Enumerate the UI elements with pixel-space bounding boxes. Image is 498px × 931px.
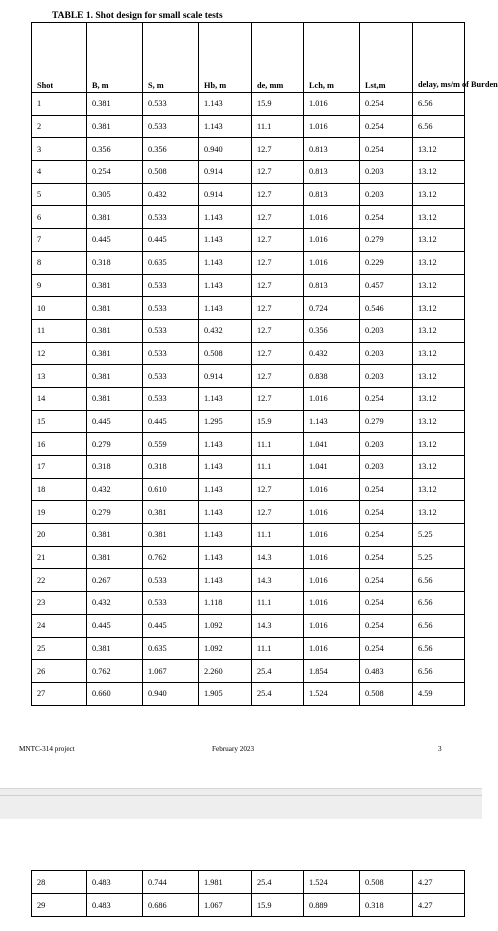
table-row — [32, 660, 465, 683]
table-cell-b: 0.381 — [87, 115, 143, 138]
table-cell-de: 12.7 — [252, 501, 304, 524]
table-cell-shot: 25 — [32, 637, 87, 660]
table-cell-de: 14.3 — [252, 614, 304, 637]
table-cell-de: 25.4 — [252, 682, 304, 705]
table-cell-de: 12.7 — [252, 478, 304, 501]
table-cell-hb: 1.295 — [199, 410, 252, 433]
table-cell-hb: 1.143 — [199, 478, 252, 501]
table-cell-delay: 13.12 — [413, 206, 465, 229]
table-cell-b: 0.381 — [87, 274, 143, 297]
table-row — [32, 251, 465, 274]
footer-date: February 2023 — [212, 745, 255, 753]
table-cell-delay: 6.56 — [413, 637, 465, 660]
table-row — [32, 319, 465, 342]
table-cell-shot: 26 — [32, 660, 87, 683]
table-cell-b: 0.483 — [87, 871, 143, 894]
table-cell-lch: 1.016 — [304, 501, 360, 524]
table-cell-lst: 0.254 — [360, 501, 413, 524]
table-cell-b: 0.381 — [87, 387, 143, 410]
table-cell-lst: 0.203 — [360, 183, 413, 206]
footer-page-number: 3 — [438, 745, 442, 753]
table-cell-lch: 0.813 — [304, 274, 360, 297]
table-row — [32, 894, 465, 917]
table-cell-hb: 1.143 — [199, 206, 252, 229]
table-row — [32, 297, 465, 320]
table-cell-lch: 1.016 — [304, 387, 360, 410]
table-cell-hb: 1.118 — [199, 592, 252, 615]
table-cell-hb: 0.940 — [199, 138, 252, 161]
table-cell-s: 0.635 — [143, 637, 199, 660]
table-cell-lch: 1.016 — [304, 229, 360, 252]
table-cell-hb: 1.143 — [199, 297, 252, 320]
table-cell-de: 12.7 — [252, 183, 304, 206]
table-cell-de: 12.7 — [252, 387, 304, 410]
table-cell-lst: 0.254 — [360, 569, 413, 592]
table-cell-b: 0.445 — [87, 614, 143, 637]
table-cell-delay: 13.12 — [413, 274, 465, 297]
table-cell-de: 14.3 — [252, 546, 304, 569]
table-cell-lst: 0.546 — [360, 297, 413, 320]
table-row — [32, 115, 465, 138]
table-cell-delay: 13.12 — [413, 410, 465, 433]
table-cell-s: 0.381 — [143, 524, 199, 547]
table-cell-de: 12.7 — [252, 138, 304, 161]
table-cell-de: 12.7 — [252, 274, 304, 297]
table-cell-shot: 18 — [32, 478, 87, 501]
table-cell-hb: 1.143 — [199, 524, 252, 547]
table-cell-shot: 8 — [32, 251, 87, 274]
table-cell-shot: 13 — [32, 365, 87, 388]
table-cell-b: 0.254 — [87, 161, 143, 184]
table-cell-lch: 0.432 — [304, 342, 360, 365]
table-cell-lst: 0.318 — [360, 894, 413, 917]
table-row — [32, 229, 465, 252]
table-cell-lst: 0.254 — [360, 93, 413, 116]
table-row — [32, 592, 465, 615]
table-cell-lch: 1.854 — [304, 660, 360, 683]
table-cell-shot: 3 — [32, 138, 87, 161]
table-cell-b: 0.762 — [87, 660, 143, 683]
footer-project: MNTC-314 project — [19, 745, 75, 753]
table-cell-lch: 1.016 — [304, 614, 360, 637]
table-cell-lst: 0.254 — [360, 387, 413, 410]
table-cell-de: 25.4 — [252, 660, 304, 683]
table-row — [32, 342, 465, 365]
table-cell-s: 0.635 — [143, 251, 199, 274]
table-cell-shot: 4 — [32, 161, 87, 184]
table-cell-b: 0.445 — [87, 229, 143, 252]
table-cell-s: 0.610 — [143, 478, 199, 501]
table-cell-lch: 1.016 — [304, 524, 360, 547]
shot-design-table — [31, 22, 498, 706]
table-cell-delay: 13.12 — [413, 229, 465, 252]
table-cell-hb: 0.914 — [199, 365, 252, 388]
table-cell-shot: 16 — [32, 433, 87, 456]
page-break — [0, 788, 482, 820]
table-cell-b: 0.381 — [87, 365, 143, 388]
table-cell-hb: 1.067 — [199, 894, 252, 917]
table-cell-s: 0.318 — [143, 456, 199, 479]
table-cell-delay: 6.56 — [413, 592, 465, 615]
table-cell-b: 0.279 — [87, 501, 143, 524]
table-cell-s: 1.067 — [143, 660, 199, 683]
table-cell-hb: 0.914 — [199, 183, 252, 206]
table-cell-shot: 28 — [32, 871, 87, 894]
table-row — [32, 524, 465, 547]
table-cell-lch: 1.016 — [304, 478, 360, 501]
table-cell-de: 25.4 — [252, 871, 304, 894]
table-cell-delay: 6.56 — [413, 614, 465, 637]
table-cell-b: 0.279 — [87, 433, 143, 456]
table-cell-de: 11.1 — [252, 637, 304, 660]
table-row — [32, 138, 465, 161]
table-body-page-2 — [32, 871, 465, 917]
table-cell-shot: 20 — [32, 524, 87, 547]
table-cell-hb: 1.905 — [199, 682, 252, 705]
table-row — [32, 456, 465, 479]
table-cell-hb: 1.143 — [199, 387, 252, 410]
table-cell-delay: 13.12 — [413, 319, 465, 342]
table-cell-delay: 13.12 — [413, 183, 465, 206]
table-row — [32, 387, 465, 410]
table-cell-s: 0.533 — [143, 93, 199, 116]
table-cell-b: 0.432 — [87, 478, 143, 501]
table-header-row — [32, 23, 465, 93]
table-cell-delay: 6.56 — [413, 93, 465, 116]
table-cell-b: 0.267 — [87, 569, 143, 592]
table-cell-de: 11.1 — [252, 433, 304, 456]
table-cell-shot: 9 — [32, 274, 87, 297]
table-cell-shot: 5 — [32, 183, 87, 206]
table-cell-de: 12.7 — [252, 161, 304, 184]
table-cell-shot: 22 — [32, 569, 87, 592]
table-cell-shot: 21 — [32, 546, 87, 569]
table-cell-shot: 27 — [32, 682, 87, 705]
table-cell-lch: 0.813 — [304, 161, 360, 184]
table-cell-lst: 0.203 — [360, 319, 413, 342]
table-cell-b: 0.381 — [87, 637, 143, 660]
table-cell-hb: 1.143 — [199, 433, 252, 456]
table-cell-de: 12.7 — [252, 319, 304, 342]
table-cell-shot: 17 — [32, 456, 87, 479]
table-cell-s: 0.533 — [143, 274, 199, 297]
table-cell-hb: 1.143 — [199, 456, 252, 479]
table-cell-lch: 1.016 — [304, 569, 360, 592]
table-cell-lst: 0.279 — [360, 229, 413, 252]
table-cell-de: 12.7 — [252, 365, 304, 388]
table-cell-shot: 7 — [32, 229, 87, 252]
table-cell-lst: 0.254 — [360, 478, 413, 501]
table-cell-s: 0.533 — [143, 365, 199, 388]
table-row — [32, 546, 465, 569]
table-cell-s: 0.533 — [143, 592, 199, 615]
table-cell-de: 11.1 — [252, 592, 304, 615]
table-cell-lst: 0.457 — [360, 274, 413, 297]
table-cell-hb: 1.143 — [199, 274, 252, 297]
table-cell-lst: 0.254 — [360, 614, 413, 637]
table-cell-s: 0.432 — [143, 183, 199, 206]
table-cell-b: 0.381 — [87, 319, 143, 342]
table-cell-lch: 0.813 — [304, 138, 360, 161]
table-cell-s: 0.445 — [143, 410, 199, 433]
table-row — [32, 161, 465, 184]
table-cell-delay: 5.25 — [413, 524, 465, 547]
table-cell-de: 12.7 — [252, 206, 304, 229]
table-cell-delay: 13.12 — [413, 433, 465, 456]
table-cell-shot: 2 — [32, 115, 87, 138]
table-cell-lst: 0.254 — [360, 592, 413, 615]
table-cell-delay: 13.12 — [413, 138, 465, 161]
table-cell-b: 0.381 — [87, 546, 143, 569]
table-cell-hb: 1.143 — [199, 569, 252, 592]
table-cell-hb: 0.508 — [199, 342, 252, 365]
table-cell-lch: 0.813 — [304, 183, 360, 206]
table-cell-delay: 13.12 — [413, 501, 465, 524]
table-cell-shot: 11 — [32, 319, 87, 342]
table-cell-lch: 0.356 — [304, 319, 360, 342]
header-burden: B, m — [87, 23, 143, 93]
table-cell-hb: 1.143 — [199, 546, 252, 569]
table-cell-lst: 0.483 — [360, 660, 413, 683]
table-cell-hb: 1.143 — [199, 229, 252, 252]
table-row — [32, 501, 465, 524]
header-delay: delay, ms/m of Burden — [413, 23, 465, 93]
table-cell-s: 0.744 — [143, 871, 199, 894]
header-shot: Shot — [32, 23, 87, 93]
table-cell-shot: 19 — [32, 501, 87, 524]
table-cell-s: 0.533 — [143, 342, 199, 365]
table-cell-de: 15.9 — [252, 894, 304, 917]
table-cell-hb: 0.432 — [199, 319, 252, 342]
table-cell-delay: 6.56 — [413, 115, 465, 138]
table-cell-lch: 1.016 — [304, 206, 360, 229]
header-hole-depth: Hb, m — [199, 23, 252, 93]
table-row — [32, 410, 465, 433]
table-cell-lst: 0.254 — [360, 138, 413, 161]
table-cell-b: 0.445 — [87, 410, 143, 433]
table-cell-lst: 0.203 — [360, 342, 413, 365]
header-spacing: S, m — [143, 23, 199, 93]
table-cell-b: 0.660 — [87, 682, 143, 705]
table-row — [32, 274, 465, 297]
table-cell-lst: 0.203 — [360, 161, 413, 184]
table-cell-s: 0.762 — [143, 546, 199, 569]
table-row — [32, 433, 465, 456]
table-cell-s: 0.940 — [143, 682, 199, 705]
table-cell-lch: 0.724 — [304, 297, 360, 320]
table-cell-lch: 1.524 — [304, 682, 360, 705]
table-cell-shot: 14 — [32, 387, 87, 410]
table-cell-b: 0.318 — [87, 456, 143, 479]
table-cell-s: 0.533 — [143, 569, 199, 592]
table-row — [32, 614, 465, 637]
table-cell-b: 0.305 — [87, 183, 143, 206]
table-cell-shot: 15 — [32, 410, 87, 433]
table-cell-shot: 24 — [32, 614, 87, 637]
table-cell-b: 0.432 — [87, 592, 143, 615]
table-cell-lch: 0.838 — [304, 365, 360, 388]
table-cell-shot: 1 — [32, 93, 87, 116]
table-cell-lch: 1.016 — [304, 546, 360, 569]
table-cell-delay: 13.12 — [413, 161, 465, 184]
table-cell-b: 0.356 — [87, 138, 143, 161]
table-cell-s: 0.533 — [143, 319, 199, 342]
header-stemming-length: Lst,m — [360, 23, 413, 93]
table-cell-lch: 1.041 — [304, 433, 360, 456]
table-cell-s: 0.686 — [143, 894, 199, 917]
table-cell-delay: 13.12 — [413, 456, 465, 479]
table-cell-hb: 1.143 — [199, 93, 252, 116]
table-cell-shot: 12 — [32, 342, 87, 365]
table-cell-delay: 13.12 — [413, 251, 465, 274]
table-cell-lst: 0.508 — [360, 871, 413, 894]
table-cell-de: 11.1 — [252, 456, 304, 479]
table-row — [32, 637, 465, 660]
table-cell-delay: 6.56 — [413, 660, 465, 683]
table-cell-b: 0.381 — [87, 93, 143, 116]
table-cell-lch: 0.889 — [304, 894, 360, 917]
table-cell-shot: 6 — [32, 206, 87, 229]
table-cell-lst: 0.203 — [360, 365, 413, 388]
table-cell-delay: 13.12 — [413, 297, 465, 320]
table-cell-b: 0.381 — [87, 297, 143, 320]
table-cell-de: 12.7 — [252, 342, 304, 365]
table-cell-lch: 1.016 — [304, 115, 360, 138]
table-cell-de: 12.7 — [252, 229, 304, 252]
table-cell-s: 0.533 — [143, 297, 199, 320]
table-cell-s: 0.445 — [143, 614, 199, 637]
table-cell-hb: 0.914 — [199, 161, 252, 184]
table-cell-de: 14.3 — [252, 569, 304, 592]
table-cell-s: 0.533 — [143, 206, 199, 229]
table-cell-lch: 1.016 — [304, 592, 360, 615]
shot-design-table-continued — [31, 870, 465, 917]
table-row — [32, 206, 465, 229]
table-cell-lst: 0.508 — [360, 682, 413, 705]
table-cell-s: 0.356 — [143, 138, 199, 161]
table-cell-hb: 1.143 — [199, 115, 252, 138]
table-cell-delay: 13.12 — [413, 342, 465, 365]
table-body-page-1 — [32, 93, 465, 706]
table-row — [32, 93, 465, 116]
table-cell-de: 15.9 — [252, 410, 304, 433]
table-cell-hb: 2.260 — [199, 660, 252, 683]
table-cell-lch: 1.016 — [304, 93, 360, 116]
table-cell-lst: 0.279 — [360, 410, 413, 433]
table-cell-delay: 13.12 — [413, 478, 465, 501]
table-cell-b: 0.381 — [87, 342, 143, 365]
table-cell-b: 0.381 — [87, 524, 143, 547]
table-cell-shot: 10 — [32, 297, 87, 320]
table-cell-s: 0.381 — [143, 501, 199, 524]
table-cell-lch: 1.143 — [304, 410, 360, 433]
table-cell-s: 0.559 — [143, 433, 199, 456]
table-cell-lst: 0.254 — [360, 637, 413, 660]
table-cell-shot: 29 — [32, 894, 87, 917]
table-cell-lst: 0.203 — [360, 456, 413, 479]
table-cell-lch: 1.016 — [304, 251, 360, 274]
table-cell-s: 0.533 — [143, 387, 199, 410]
table-cell-lst: 0.203 — [360, 433, 413, 456]
table-row — [32, 569, 465, 592]
table-cell-lst: 0.254 — [360, 115, 413, 138]
header-diameter: de, mm — [252, 23, 304, 93]
table-cell-hb: 1.092 — [199, 637, 252, 660]
table-row — [32, 183, 465, 206]
table-cell-de: 11.1 — [252, 115, 304, 138]
table-row — [32, 365, 465, 388]
table-cell-delay: 4.27 — [413, 871, 465, 894]
table-row — [32, 871, 465, 894]
table-cell-de: 15.9 — [252, 93, 304, 116]
table-cell-delay: 5.25 — [413, 546, 465, 569]
table-cell-s: 0.533 — [143, 115, 199, 138]
table-cell-hb: 1.143 — [199, 251, 252, 274]
table-cell-hb: 1.092 — [199, 614, 252, 637]
table-cell-shot: 23 — [32, 592, 87, 615]
header-charge-length: Lch, m — [304, 23, 360, 93]
table-cell-lst: 0.254 — [360, 206, 413, 229]
table-cell-b: 0.381 — [87, 206, 143, 229]
table-cell-delay: 4.27 — [413, 894, 465, 917]
table-cell-hb: 1.143 — [199, 501, 252, 524]
table-cell-de: 12.7 — [252, 297, 304, 320]
table-cell-lch: 1.016 — [304, 637, 360, 660]
table-cell-lch: 1.041 — [304, 456, 360, 479]
table-cell-s: 0.508 — [143, 161, 199, 184]
table-cell-lch: 1.524 — [304, 871, 360, 894]
table-cell-s: 0.445 — [143, 229, 199, 252]
table-cell-lst: 0.229 — [360, 251, 413, 274]
table-cell-de: 11.1 — [252, 524, 304, 547]
table-row — [32, 478, 465, 501]
table-cell-b: 0.318 — [87, 251, 143, 274]
table-cell-delay: 6.56 — [413, 569, 465, 592]
table-cell-delay: 13.12 — [413, 365, 465, 388]
table-cell-delay: 13.12 — [413, 387, 465, 410]
table-caption: TABLE 1. Shot design for small scale tests — [52, 11, 223, 21]
table-cell-de: 12.7 — [252, 251, 304, 274]
table-cell-lst: 0.254 — [360, 546, 413, 569]
table-cell-delay: 4.59 — [413, 682, 465, 705]
table-cell-hb: 1.981 — [199, 871, 252, 894]
table-cell-lst: 0.254 — [360, 524, 413, 547]
table-cell-b: 0.483 — [87, 894, 143, 917]
page-break-line — [0, 795, 482, 796]
table-row — [32, 682, 465, 705]
